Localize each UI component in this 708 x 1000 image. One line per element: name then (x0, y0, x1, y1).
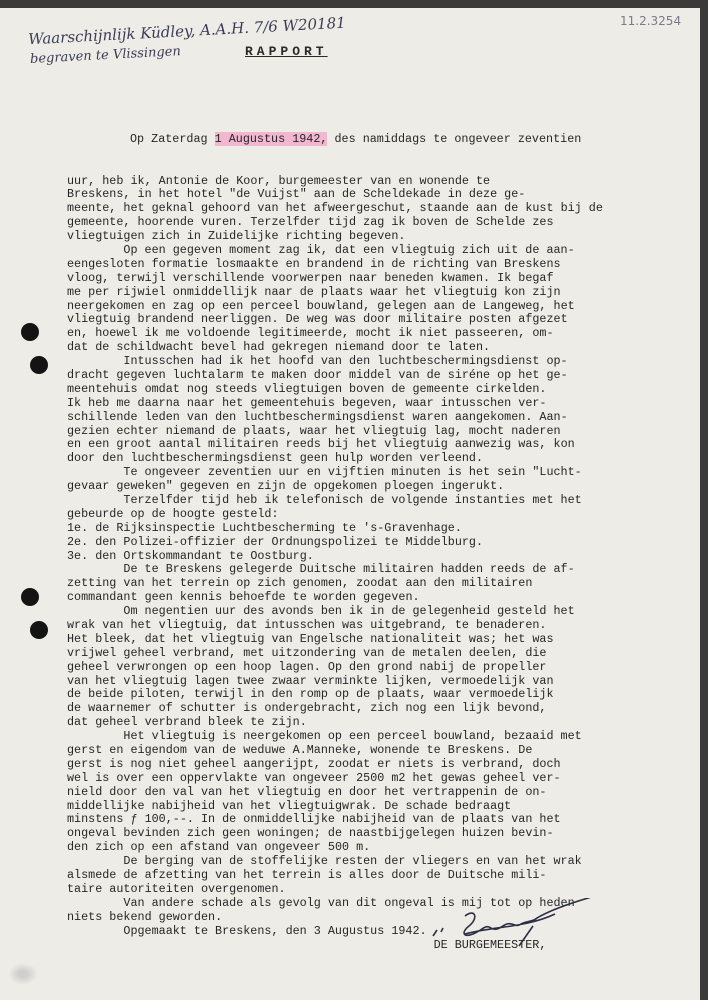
punch-hole (21, 323, 39, 341)
text-line: Breskens, in het hotel "de Vuijst" aan de Scheldekade in deze ge- (67, 187, 526, 202)
text-line: vloog, terwijl verschillende voorwerpen naar beneden kwamen. Ik begaf (67, 270, 554, 285)
reference-number: 11.2.3254 (620, 14, 682, 28)
text-line: Het bleek, dat het vliegtuig van Engelsche nationaliteit was; het was (67, 631, 554, 646)
text-line: 1e. de Rijksinspectie Luchtbescherming te 's-Gravenhage. (67, 520, 462, 535)
text-line: dat geheel verbrand bleek te zijn. (67, 715, 307, 730)
highlighted-date: 1 Augustus 1942, (214, 131, 328, 146)
text-line: Van andere schade als gevolg van dit ongeval is mij tot op heden (123, 895, 575, 910)
text-line: wel is over een oppervlakte van ongeveer 2500 m2 het gewas geheel ver- (67, 770, 561, 785)
text-line: minstens ƒ 100,--. In de onmiddellijke nabijheid van de plaats van het (67, 812, 561, 827)
text-line: nield door den val van het vliegtuig en door het vertrappenin de on- (67, 784, 547, 799)
text-line: Terzelfder tijd heb ik telefonisch de volgende instanties met het (123, 493, 582, 507)
text-line: gerst en eigendom van de weduwe A.Manneke, wonende te Breskens. De (67, 743, 533, 758)
text-line: De berging van de stoffelijke resten der vliegers en van het wrak (123, 854, 582, 869)
text-line: gebeurde op de hoogte gesteld: (67, 506, 279, 521)
text-line: eengesloten formatie losmaakte en brandend in de richting van Breskens (67, 256, 561, 271)
text-line: meentehuis omdat nog steeds vliegtuigen boven de gemeente cirkelden. (67, 381, 547, 396)
handwritten-note: begraven te Vlissingen (29, 44, 182, 67)
text-line: commandant geen kennis behoefde te worden gegeven. (67, 590, 420, 605)
smudge (8, 963, 38, 985)
text-line: gevaar geweken" gegeven en zijn de opgekomen ploegen ingerukt. (67, 479, 505, 494)
text-line: meente, het geknal gehoord van het afweergeschut, staande aan de kust bij de (67, 201, 603, 216)
text-line: ongeval bevinden zich geen woningen; de naastbijgelegen huizen bevin- (67, 826, 554, 841)
text-line: middellijke nabijheid van het vliegtuigwrak. De schade bedraagt (67, 798, 512, 813)
text-line: en, hoewel ik me voldoende legitimeerde, mocht ik niet passeeren, om- (67, 326, 554, 341)
text-line: den zich op een afstand van ongeveer 500 m. (67, 840, 371, 855)
punch-hole (21, 588, 39, 606)
text-line: taire autoriteiten overgenomen. (67, 881, 286, 896)
text-line: vliegtuig brandend neerliggen. De weg was door militaire posten afgezet (67, 312, 568, 327)
text-line (67, 133, 603, 147)
text-line: uur, heb ik, Antonie de Koor, burgemeester van en wonende te (67, 173, 491, 188)
punch-hole (30, 621, 48, 639)
text-line: 3e. den Ortskommandant te Oostburg. (67, 548, 314, 563)
text-line: zetting van het terrein op zich genomen, zoodat aan den militairen (67, 576, 533, 591)
text-line: vrijwel geheel verbrand, met uitzondering van de metalen deelen, die (67, 645, 547, 660)
text-line: gerst is nog niet geheel aangerijpt, zoodat er niets is verbrand, doch (67, 756, 561, 771)
text-line: en een groot aantal militairen reeds bij het vliegtuig aanwezig was, kon (67, 437, 575, 452)
text-segment: des namiddags te ongeveer zeventien (327, 131, 582, 146)
text-line: de waarnemer of schutter is ondergebracht, zich nog een lijk bevond, (67, 701, 547, 716)
text-line: De te Breskens gelegerde Duitsche militairen hadden reeds de af- (123, 562, 575, 577)
text-line: vliegtuigen zich in Zuidelijke richting begeven. (67, 229, 406, 244)
punch-hole (30, 356, 48, 374)
text-line: 2e. den Polizei-offizier der Ordnungspolizei te Middelburg. (67, 534, 484, 549)
text-line: alsmede de afzetting van het terrein is alles door de Duitsche mili- (67, 868, 547, 883)
text-line: wrak van het vliegtuig, dat intusschen was uitgebrand, te benaderen. (67, 618, 547, 633)
text-line: dat de schildwacht bevel had gekregen niemand door te laten. (67, 340, 491, 355)
text-line: gezien echter niemand de plaats, waar het vliegtuig lag, mocht naderen (67, 423, 561, 438)
text-line: Opgemaakt te Breskens, den 3 Augustus 1942. (123, 923, 427, 938)
text-line: door den luchtbeschermingsdienst geen hulp worden verleend. (67, 451, 484, 466)
text-line: de beide piloten, terwijl in den romp op de plaats, waar vermoedelijk (67, 687, 554, 702)
text-line: me per rijwiel onmiddellijk naar de plaats waar het vliegtuig kon zijn (67, 284, 561, 299)
text-line: Op een gegeven moment zag ik, dat een vliegtuig zich uit de aan- (123, 242, 575, 257)
text-line: dracht gegeven luchtalarm te maken door middel van de siréne op het ge- (67, 367, 568, 382)
text-line: van het vliegtuig lagen twee zwaar verminkte lijken, vermoedelijk van (67, 673, 554, 688)
report-body (67, 105, 603, 952)
handwritten-note: Waarschijnlijk Küdley, A.A.H. 7/6 W20181 (27, 13, 347, 49)
document-page (0, 8, 700, 1000)
signature (425, 898, 615, 948)
document-title: RAPPORT (245, 44, 328, 59)
text-line: Te ongeveer zeventien uur en vijftien minuten is het sein "Lucht- (123, 465, 582, 480)
text-line: Intusschen had ik het hoofd van den luchtbeschermingsdienst op- (123, 354, 568, 369)
text-segment: Op Zaterdag (130, 131, 215, 146)
text-line: Het vliegtuig is neergekomen op een perceel bouwland, bezaaid met (123, 729, 582, 744)
text-line: niets bekend geworden. (67, 909, 223, 924)
text-line: Ik heb me daarna naar het gemeentehuis begeven, waar intusschen ver- (67, 395, 547, 410)
text-line: schillende leden van den luchtbeschermingsdienst waren aangekomen. Aan- (67, 409, 568, 424)
text-line: neergekomen en zag op een perceel bouwland, gelegen aan de Langeweg, het (67, 298, 575, 313)
text-line: DE BURGEMEESTER, (433, 937, 547, 952)
text-line: gemeente, hoorende vuren. Terzelfder tijd zag ik boven de Schelde zes (67, 215, 554, 230)
text-line: geheel verwrongen op een hoop lagen. Op den grond nabij de propeller (67, 659, 547, 674)
text-line: Om negentien uur des avonds ben ik in de gelegenheid gesteld het (123, 604, 575, 619)
